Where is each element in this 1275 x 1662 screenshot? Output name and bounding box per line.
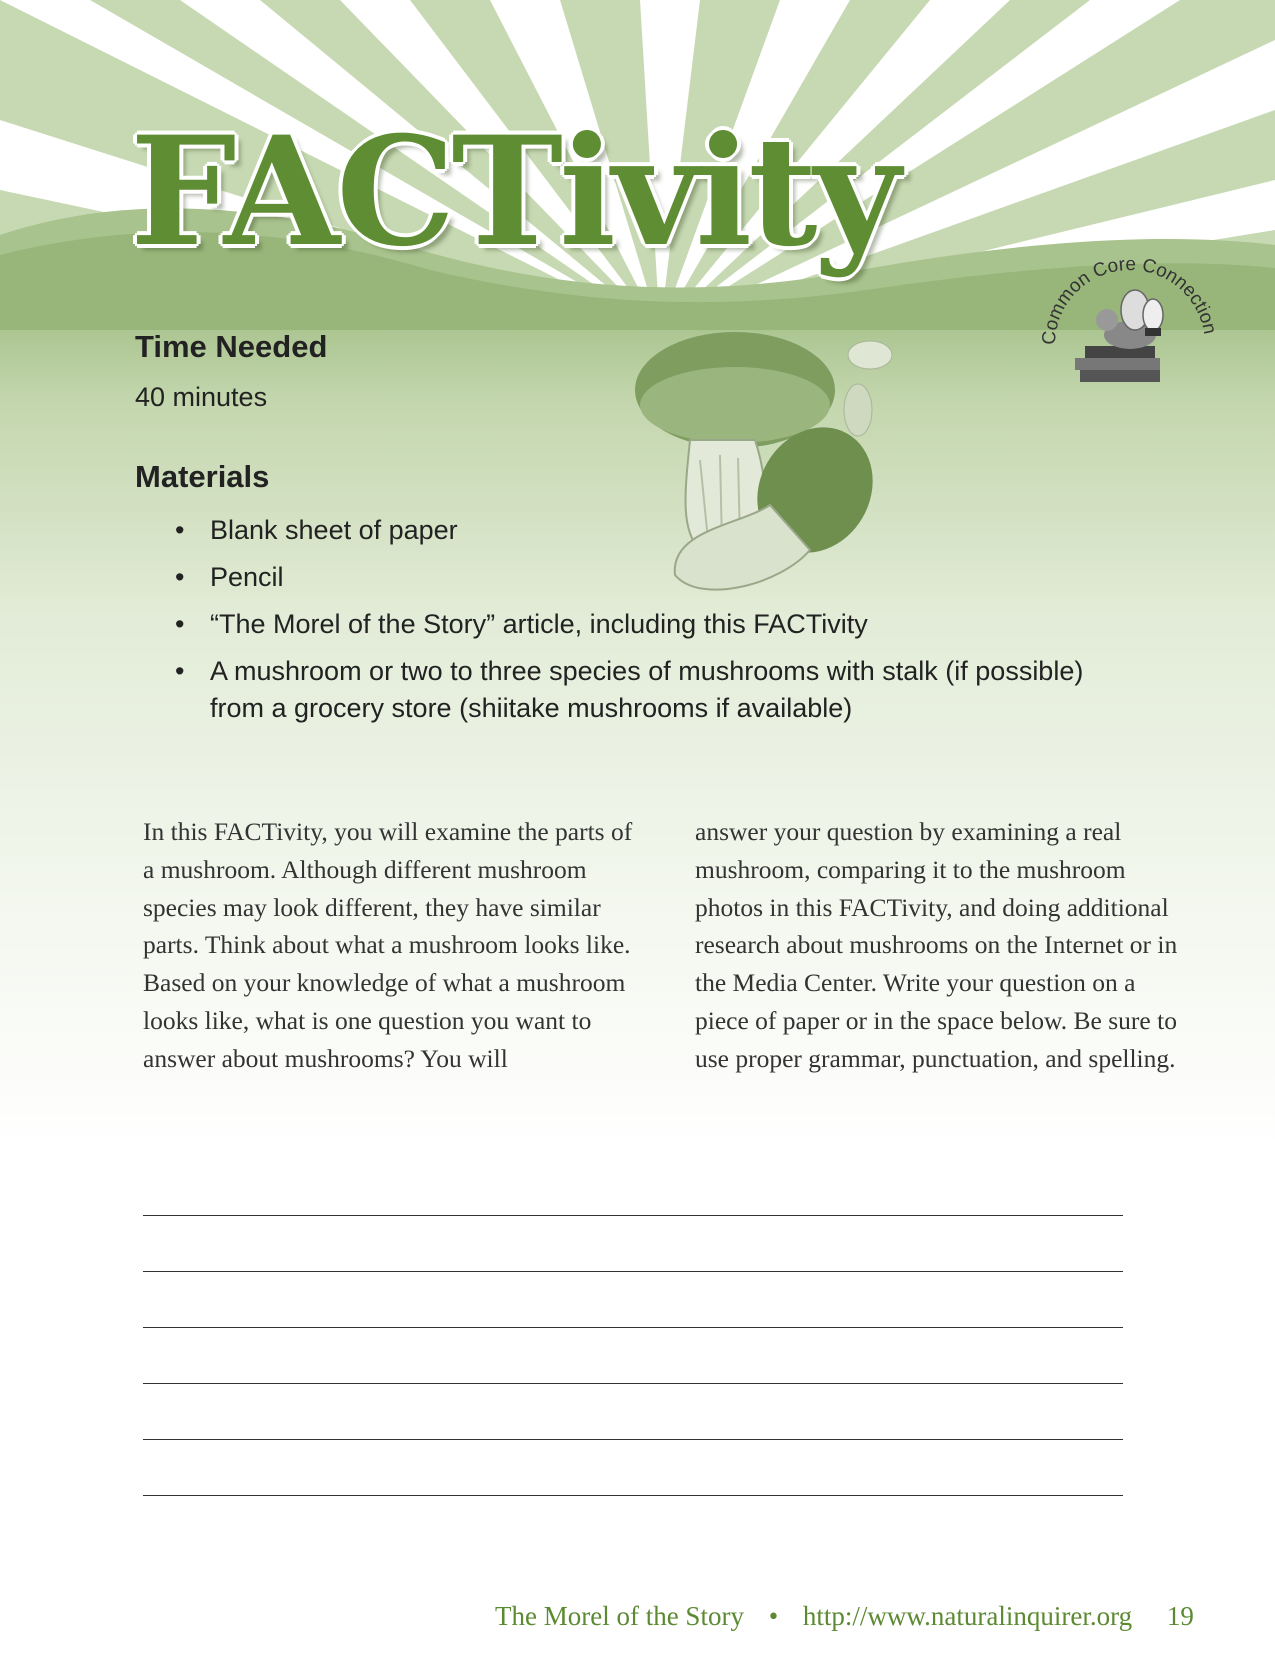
materials-item: • A mushroom or two to three species of mushrooms with stalk (if possible) from a grocery store (shiitake mushrooms if available) <box>165 653 1105 727</box>
badge-text: Common Core Connection <box>1038 253 1220 346</box>
answer-line[interactable] <box>143 1271 1123 1272</box>
materials-heading: Materials <box>135 459 270 494</box>
body-left-column: In this FACTivity, you will examine the parts of a mushroom. Although different mushroom species may look different, they have similar parts. Think about what a mushroom looks like. Based on your knowledge of what a mushroom looks like, what is one question you want to answer about mushrooms? You will <box>143 817 633 1073</box>
materials-list <box>165 512 1105 737</box>
page-title: FACTivity <box>130 104 897 280</box>
common-core-badge <box>1035 240 1220 410</box>
answer-line[interactable] <box>143 1439 1123 1440</box>
materials-item: • “The Morel of the Story” article, including this FACTivity <box>165 606 1105 643</box>
footer-article-title: The Morel of the Story <box>495 1601 744 1631</box>
answer-lines <box>143 1215 1123 1551</box>
materials-item: • Pencil <box>165 559 1105 596</box>
body-right-column: answer your question by examining a real mushroom, comparing it to the mushroom photos in this FACTivity, and doing additional research about mushrooms on the Internet or in the Media Center. Write your question on a piece of paper or in the space below. Be sure to use proper grammar, punctuation, and spelling. <box>695 817 1178 1073</box>
footer-separator: • <box>768 1601 779 1631</box>
materials-item: • Blank sheet of paper <box>165 512 1105 549</box>
answer-line[interactable] <box>143 1327 1123 1328</box>
page-number: 19 <box>1166 1601 1194 1631</box>
answer-line[interactable] <box>143 1495 1123 1496</box>
answer-line[interactable] <box>143 1215 1123 1216</box>
answer-line[interactable] <box>143 1383 1123 1384</box>
time-needed-heading: Time Needed <box>135 329 328 364</box>
page-footer <box>495 1601 1255 1632</box>
bee-on-books-icon <box>1075 290 1163 382</box>
footer-url[interactable]: http://www.naturalinquirer.org <box>802 1601 1133 1631</box>
time-needed-value: 40 minutes <box>135 382 268 412</box>
